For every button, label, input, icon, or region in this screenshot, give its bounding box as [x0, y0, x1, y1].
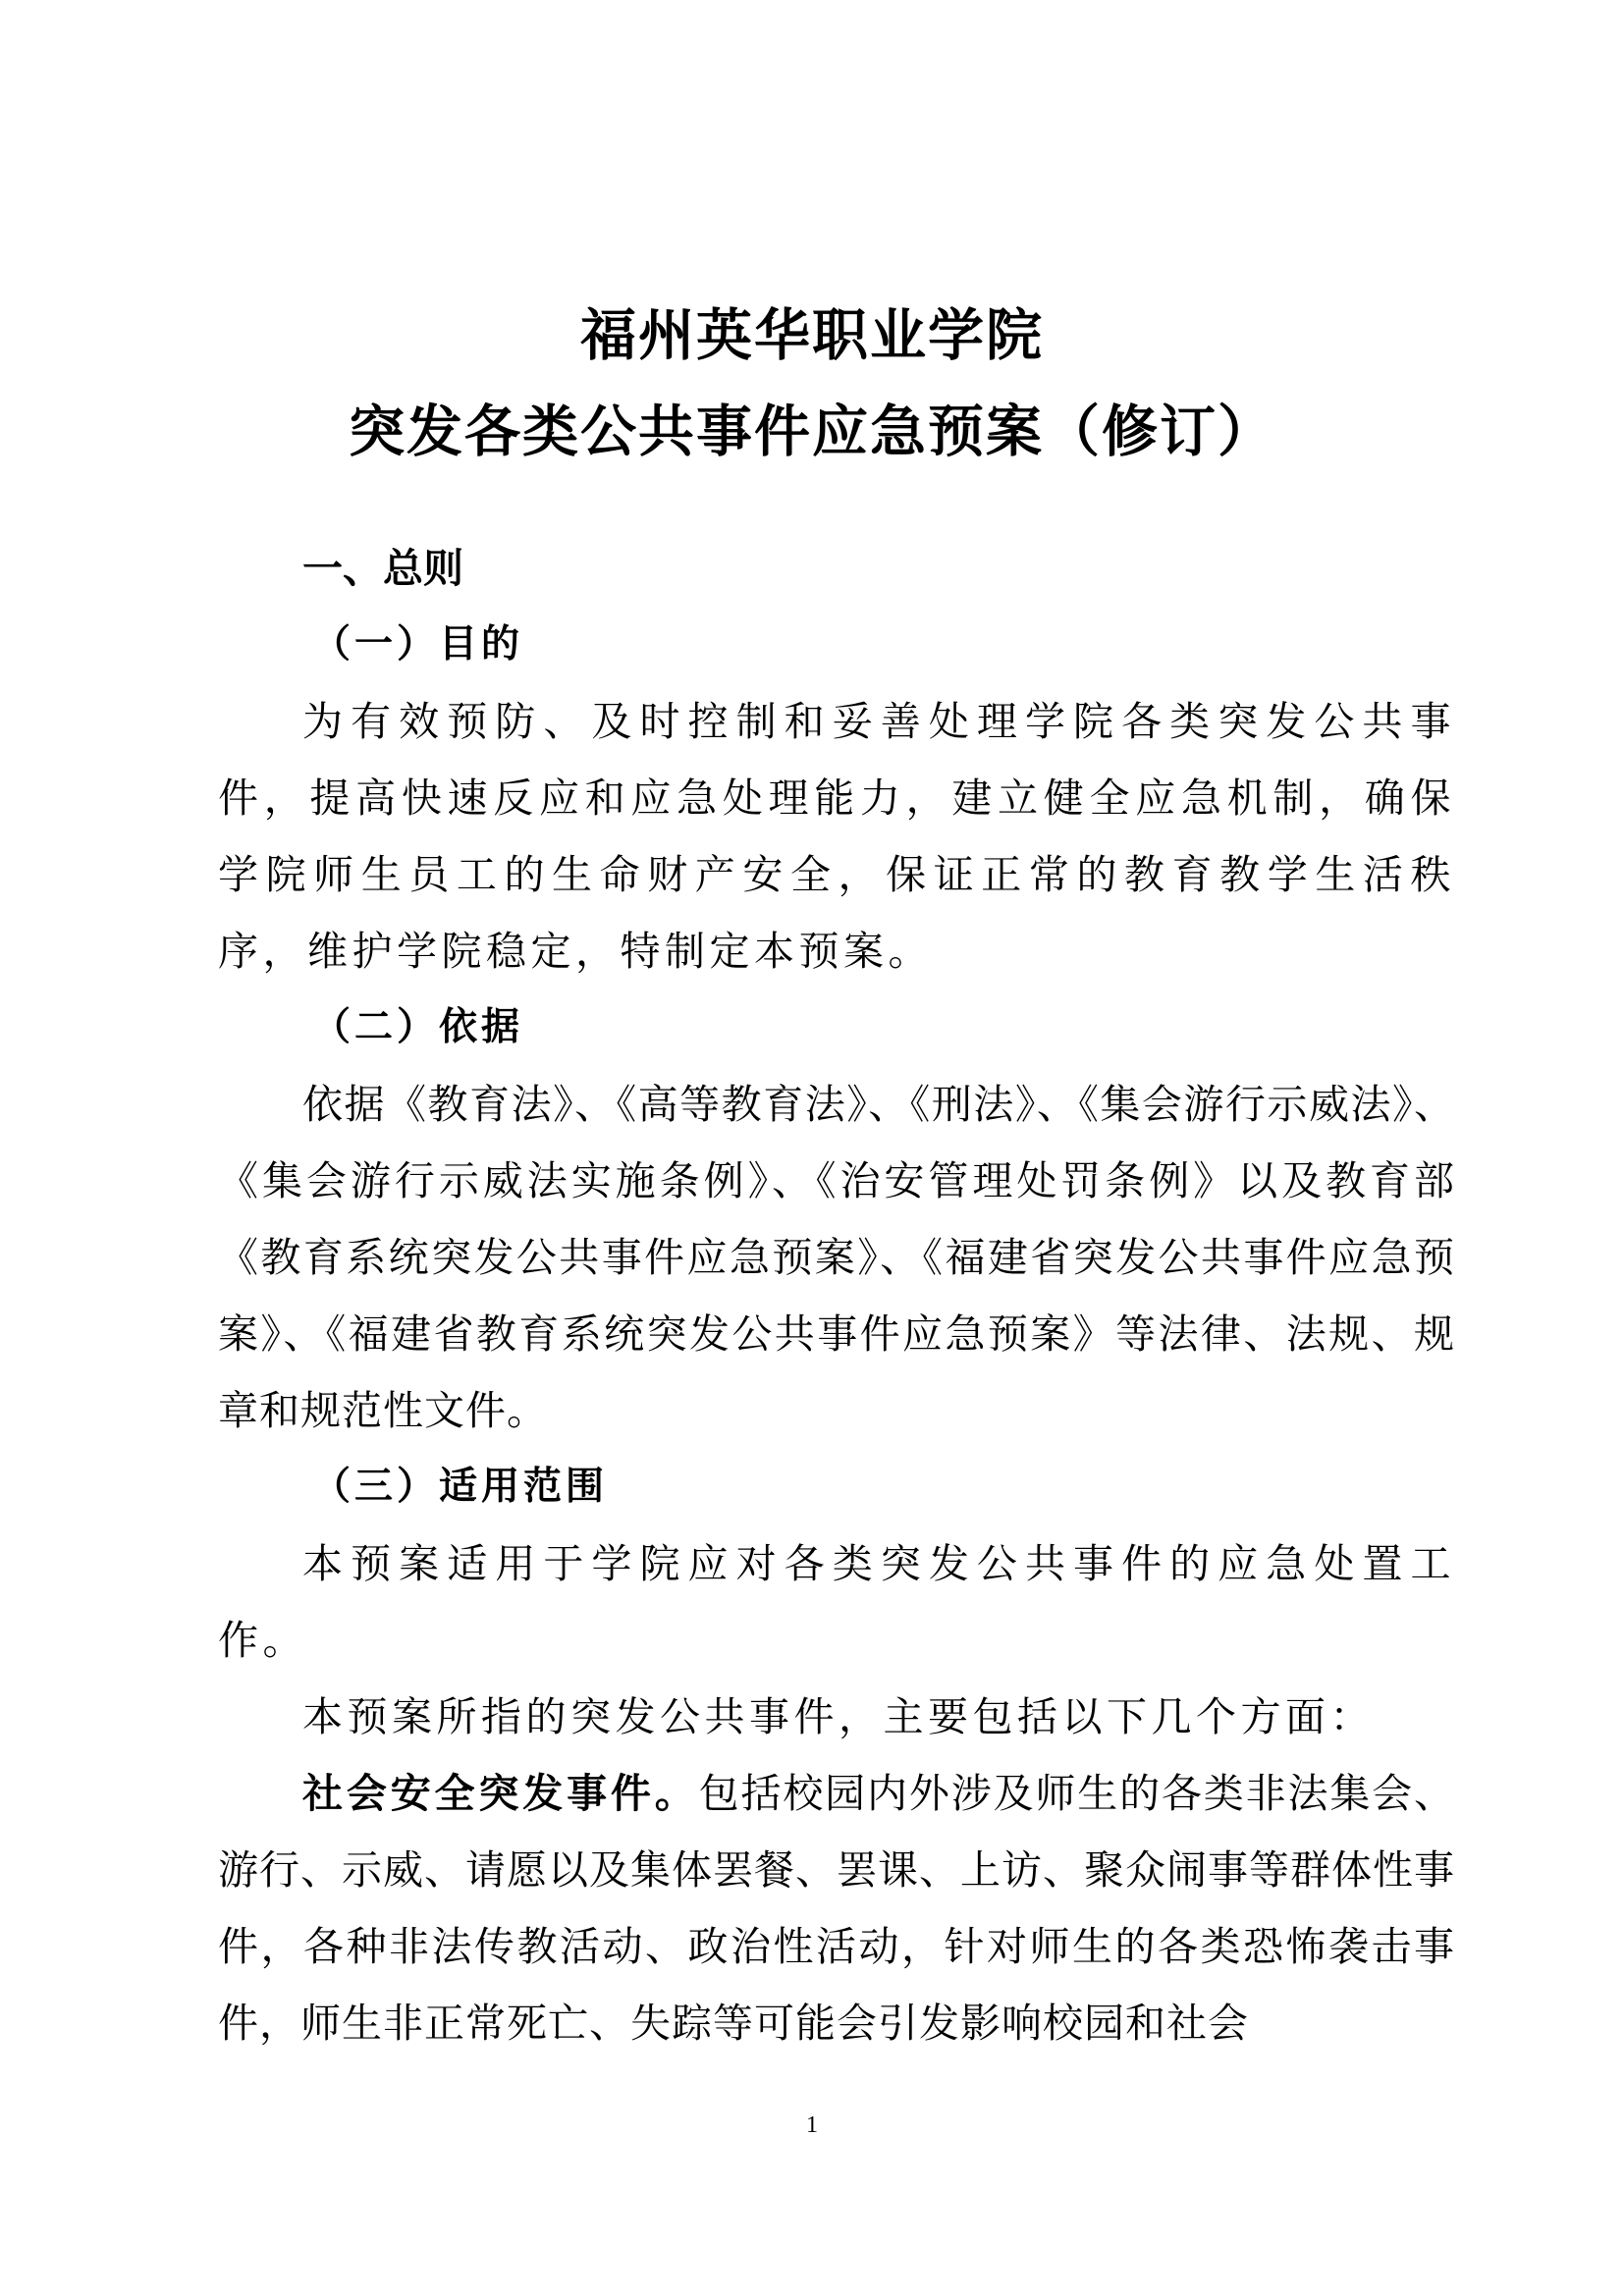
- paragraph-basis: 依据《教育法》、《高等教育法》、《刑法》、《集会游行示威法》、《集会游行示威法实施条例》、《治安管理处罚条例》以及教育部《教育系统突发公共事件应急预案》、《福建省突发公共事件应急预案》、《福建省教育系统突发公共事件应急预案》等法律、法规、规章和规范性文件。: [218, 1081, 1455, 1434]
- subsection-heading-purpose: （一）目的: [312, 622, 524, 667]
- paragraph-social-security-events: [218, 1755, 1455, 2061]
- paragraph-scope-applicability: 本预案适用于学院应对各类突发公共事件的应急处置工作。: [218, 1540, 1455, 1664]
- subsection-heading-basis: （二）依据: [312, 1005, 524, 1049]
- document-title-line-1: 福州英华职业学院: [580, 303, 1044, 368]
- document-body: [218, 530, 1455, 2061]
- document-title-line-2: 突发各类公共事件应急预案（修订）: [349, 400, 1275, 464]
- paragraph-scope-categories: 本预案所指的突发公共事件，主要包括以下几个方面：: [302, 1693, 1375, 1740]
- social-security-lead: 社会安全突发事件。: [302, 1770, 699, 1817]
- page-number: 1: [806, 2112, 818, 2138]
- subsection-heading-scope: （三）适用范围: [312, 1465, 609, 1509]
- section-heading-general: 一、总则: [302, 545, 463, 592]
- paragraph-purpose: 为有效预防、及时控制和妥善处理学院各类突发公共事件，提高快速反应和应急处理能力，建立健全应急机制，确保学院师生员工的生命财产安全，保证正常的教育教学生活秩序，维护学院稳定，特制定本预案。: [218, 698, 1455, 975]
- social-security-text: 包括校园内外涉及师生的各类非法集会、游行、示威、请愿以及集体罢餐、罢课、上访、聚众闹事等群体性事件，各种非法传教活动、政治性活动，针对师生的各类恐怖袭击事件，师生非正常死亡、失踪等可能会引发影响校园和社会: [218, 1770, 1456, 2047]
